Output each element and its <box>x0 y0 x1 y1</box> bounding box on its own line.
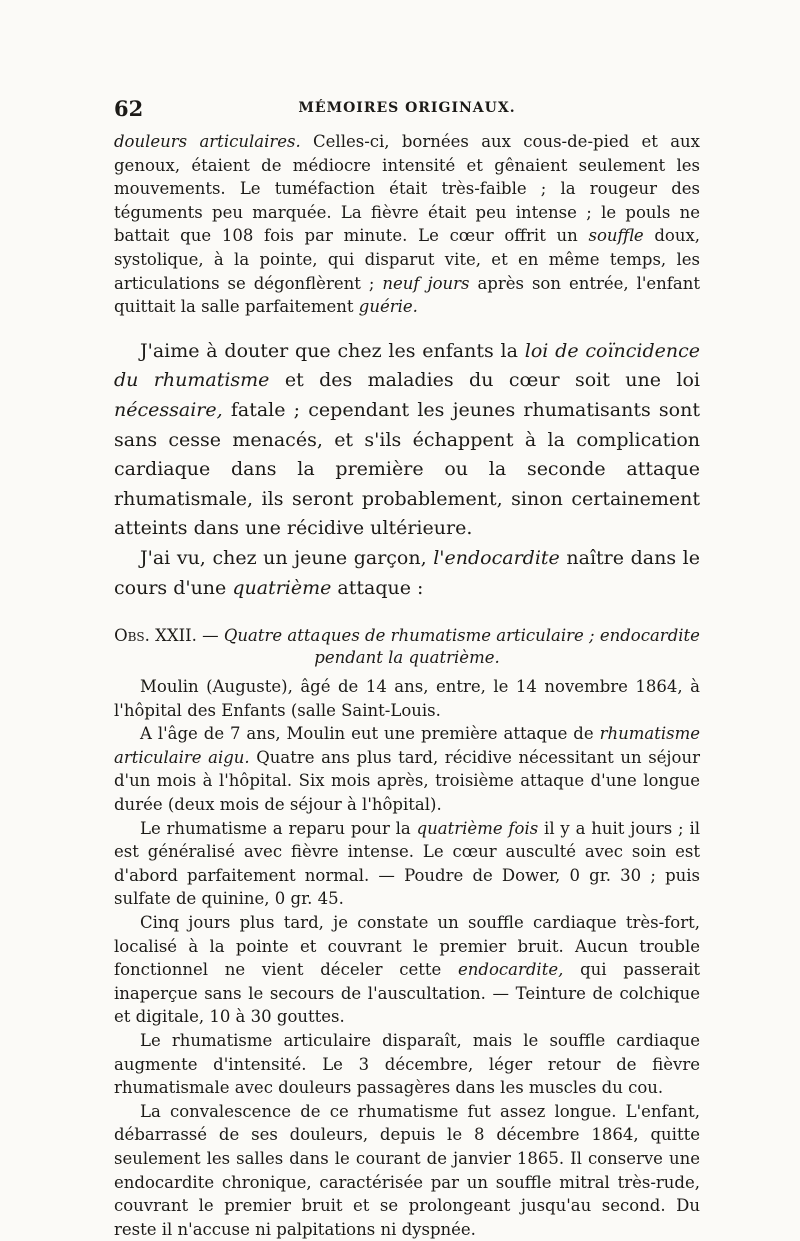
italic-phrase: nécessaire, <box>114 398 223 421</box>
italic-phrase: l'endocardite <box>433 546 560 569</box>
observation-label: Obs. XXII. <box>114 626 197 646</box>
italic-phrase: douleurs articulaires. <box>114 132 301 151</box>
observation-paragraph: Cinq jours plus tard, je constate un souffle cardiaque très-fort, localisé à la pointe et couvrant le premier bruit. Aucun trouble fonctionnel ne vient déceler cette endocardite, qui passerait inaperçue sans le secours de l'auscultation. — Teinture de colchique et digitale, 10 à 30 gouttes. <box>114 913 700 1027</box>
paragraph-intro-case: J'ai vu, chez un jeune garçon, l'endocardite naître dans le cours d'une quatrième attaque : <box>114 546 700 599</box>
observation-paragraph: Moulin (Auguste), âgé de 14 ans, entre, le 14 novembre 1864, à l'hôpital des Enfants (salle Saint-Louis. <box>114 677 700 720</box>
paragraph-discussion: J'aime à douter que chez les enfants la loi de coïncidence du rhumatisme et des maladies du cœur soit une loi nécessaire, fatale ; cependant les jeunes rhumatisants sont sans cesse menacés, et s'ils échappent à la complication cardiaque dans la première ou la seconde attaque rhumatismale, ils seront probablement, sinon certainement atteints dans une récidive ultérieure. <box>114 339 701 540</box>
observation-paragraph: Le rhumatisme a reparu pour la quatrième fois il y a huit jours ; il est généralisé avec fièvre intense. Le cœur ausculté avec soin est d'abord parfaitement normal. — Poudre de Dower, 0 gr. 30 ; puis sulfate de quinine, 0 gr. 45. <box>114 818 700 909</box>
observation-title-line2: pendant la quatrième. <box>314 648 500 668</box>
running-title: MÉMOIRES ORIGINAUX. <box>298 100 516 116</box>
observation-paragraph: A l'âge de 7 ans, Moulin eut une première attaque de rhumatisme articulaire aigu. Quatre ans plus tard, récidive nécessitant un séjour d'un mois à l'hôpital. Six mois après, troisième attaque d'une longue durée (deux mois de séjour à l'hôpital). <box>114 724 700 815</box>
italic-phrase: rhumatisme articulaire aigu. <box>114 724 700 767</box>
italic-phrase: endocardite, <box>458 960 564 980</box>
italic-phrase: loi de coïncidence du rhumatisme <box>114 339 701 392</box>
page-number: 62 <box>114 96 144 121</box>
observation-heading: Obs. XXII. — Quatre attaques de rhumatisme articulaire ; endocardite pendant la quatrième. <box>114 626 700 668</box>
italic-phrase: souffle <box>588 226 644 246</box>
observation-body <box>114 675 700 1241</box>
italic-phrase: quatrième fois <box>416 818 539 838</box>
observation-paragraph: La convalescence de ce rhumatisme fut assez longue. L'enfant, débarrassé de ses douleurs, depuis le 8 décembre 1864, quitte seulement les salles dans le courant de janvier 1865. Il conserve une endocardite chronique, caractérisée par un souffle mitral très-rude, couvrant le premier bruit et se prolongeant jusqu'au second. Du reste il n'accuse ni palpitations ni dyspnée. <box>114 1101 700 1239</box>
italic-phrase: quatrième <box>232 576 332 599</box>
observation-paragraph: Le rhumatisme articulaire disparaît, mais le souffle cardiaque augmente d'intensité. Le 3 décembre, léger retour de fièvre rhumatismale avec douleurs passagères dans les muscles du cou. <box>114 1031 700 1098</box>
italic-phrase: neuf jours <box>382 273 470 293</box>
observation-title: Quatre attaques de rhumatisme articulaire ; endocardite <box>223 626 700 646</box>
page-header <box>114 96 700 124</box>
paragraph-continuation: douleurs articulaires. Celles-ci, bornées aux cous-de-pied et aux genoux, étaient de médiocre intensité et gênaient seulement les mouvements. Le tuméfaction était très-faible ; la rougeur des téguments peu marquée. La fièvre était peu intense ; le pouls ne battait que 108 fois par minute. Le cœur offrit un souffle doux, systolique, à la pointe, qui disparut vite, et en même temps, les articulations se dégonflèrent ; neuf jours après son entrée, l'enfant quittait la salle parfaitement guérie. <box>114 132 701 317</box>
italic-phrase: guérie. <box>358 297 418 317</box>
